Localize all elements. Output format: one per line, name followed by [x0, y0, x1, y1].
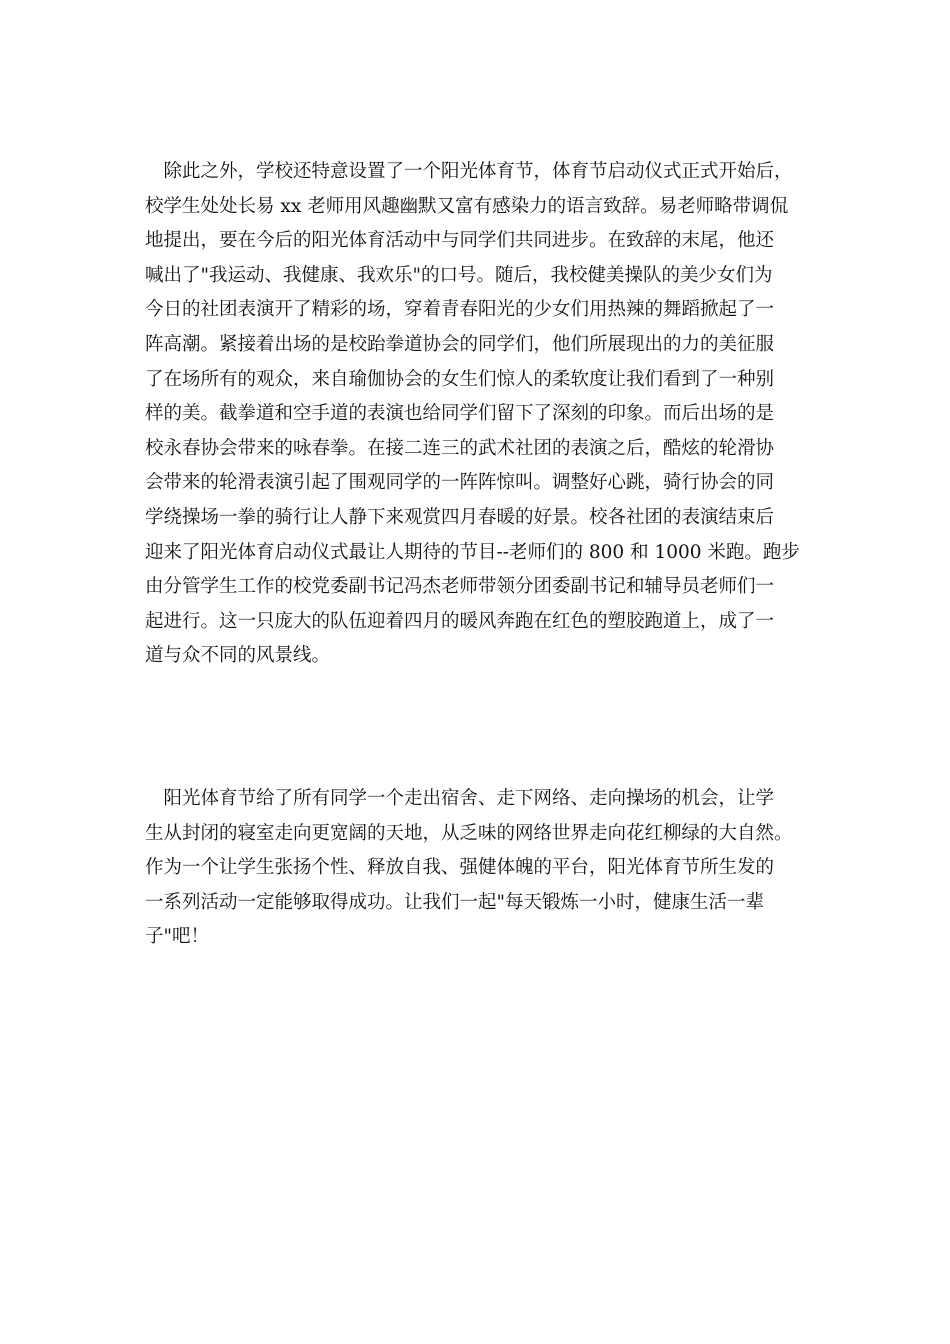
text-line: 作为一个让学生张扬个性、释放自我、强健体魄的平台，阳光体育节所生发的 [145, 857, 775, 879]
text-line: 地提出，要在今后的阳光体育活动中与同学们共同进步。在致辞的末尾，他还 [145, 230, 775, 252]
paragraph-conclusion [145, 782, 831, 955]
paragraph-festival-activities [145, 155, 831, 674]
text-line: 了在场所有的观众，来自瑜伽协会的女生们惊人的柔软度让我们看到了一种别 [145, 368, 775, 390]
text-line: 学绕操场一拳的骑行让人静下来观赏四月春暖的好景。校各社团的表演结束后 [145, 506, 775, 528]
text-line: 一系列活动一定能够取得成功。让我们一起"每天锻炼一小时，健康生活一辈 [145, 891, 765, 913]
text-line: 生从封闭的寝室走向更宽阔的天地，从乏味的网络世界走向花红柳绿的大自然。 [145, 822, 793, 844]
text-line: 除此之外，学校还特意设置了一个阳光体育节，体育节启动仪式正式开始后， [145, 161, 793, 182]
text-line: 校学生处处长易 xx 老师用风趣幽默又富有感染力的语言致辞。易老师略带调侃 [145, 195, 789, 217]
text-line: 道与众不同的风景线。 [145, 645, 331, 667]
text-line: 起进行。这一只庞大的队伍迎着四月的暖风奔跑在红色的塑胶跑道上，成了一 [145, 610, 775, 632]
text-line: 迎来了阳光体育启动仪式最让人期待的节目--老师们的 800 和 1000 米跑。跑步 [145, 541, 800, 563]
text-line: 样的美。截拳道和空手道的表演也给同学们留下了深刻的印象。而后出场的是 [145, 403, 775, 425]
text-line: 阳光体育节给了所有同学一个走出宿舍、走下网络、走向操场的机会，让学 [145, 788, 775, 809]
text-line: 校永春协会带来的咏春拳。在接二连三的武术社团的表演之后，酷炫的轮滑协 [145, 437, 775, 459]
text-line: 喊出了"我运动、我健康、我欢乐"的口号。随后，我校健美操队的美少女们为 [145, 264, 773, 286]
text-line: 今日的社团表演开了精彩的场，穿着青春阳光的少女们用热辣的舞蹈掀起了一 [145, 299, 775, 321]
text-line: 阵高潮。紧接着出场的是校跆拳道协会的同学们，他们所展现出的力的美征服 [145, 333, 775, 355]
text-line: 由分管学生工作的校党委副书记冯杰老师带领分团委副书记和辅导员老师们一 [145, 576, 775, 598]
text-line: 子"吧！ [145, 926, 210, 948]
text-line: 会带来的轮滑表演引起了围观同学的一阵阵惊叫。调整好心跳，骑行协会的同 [145, 472, 775, 494]
